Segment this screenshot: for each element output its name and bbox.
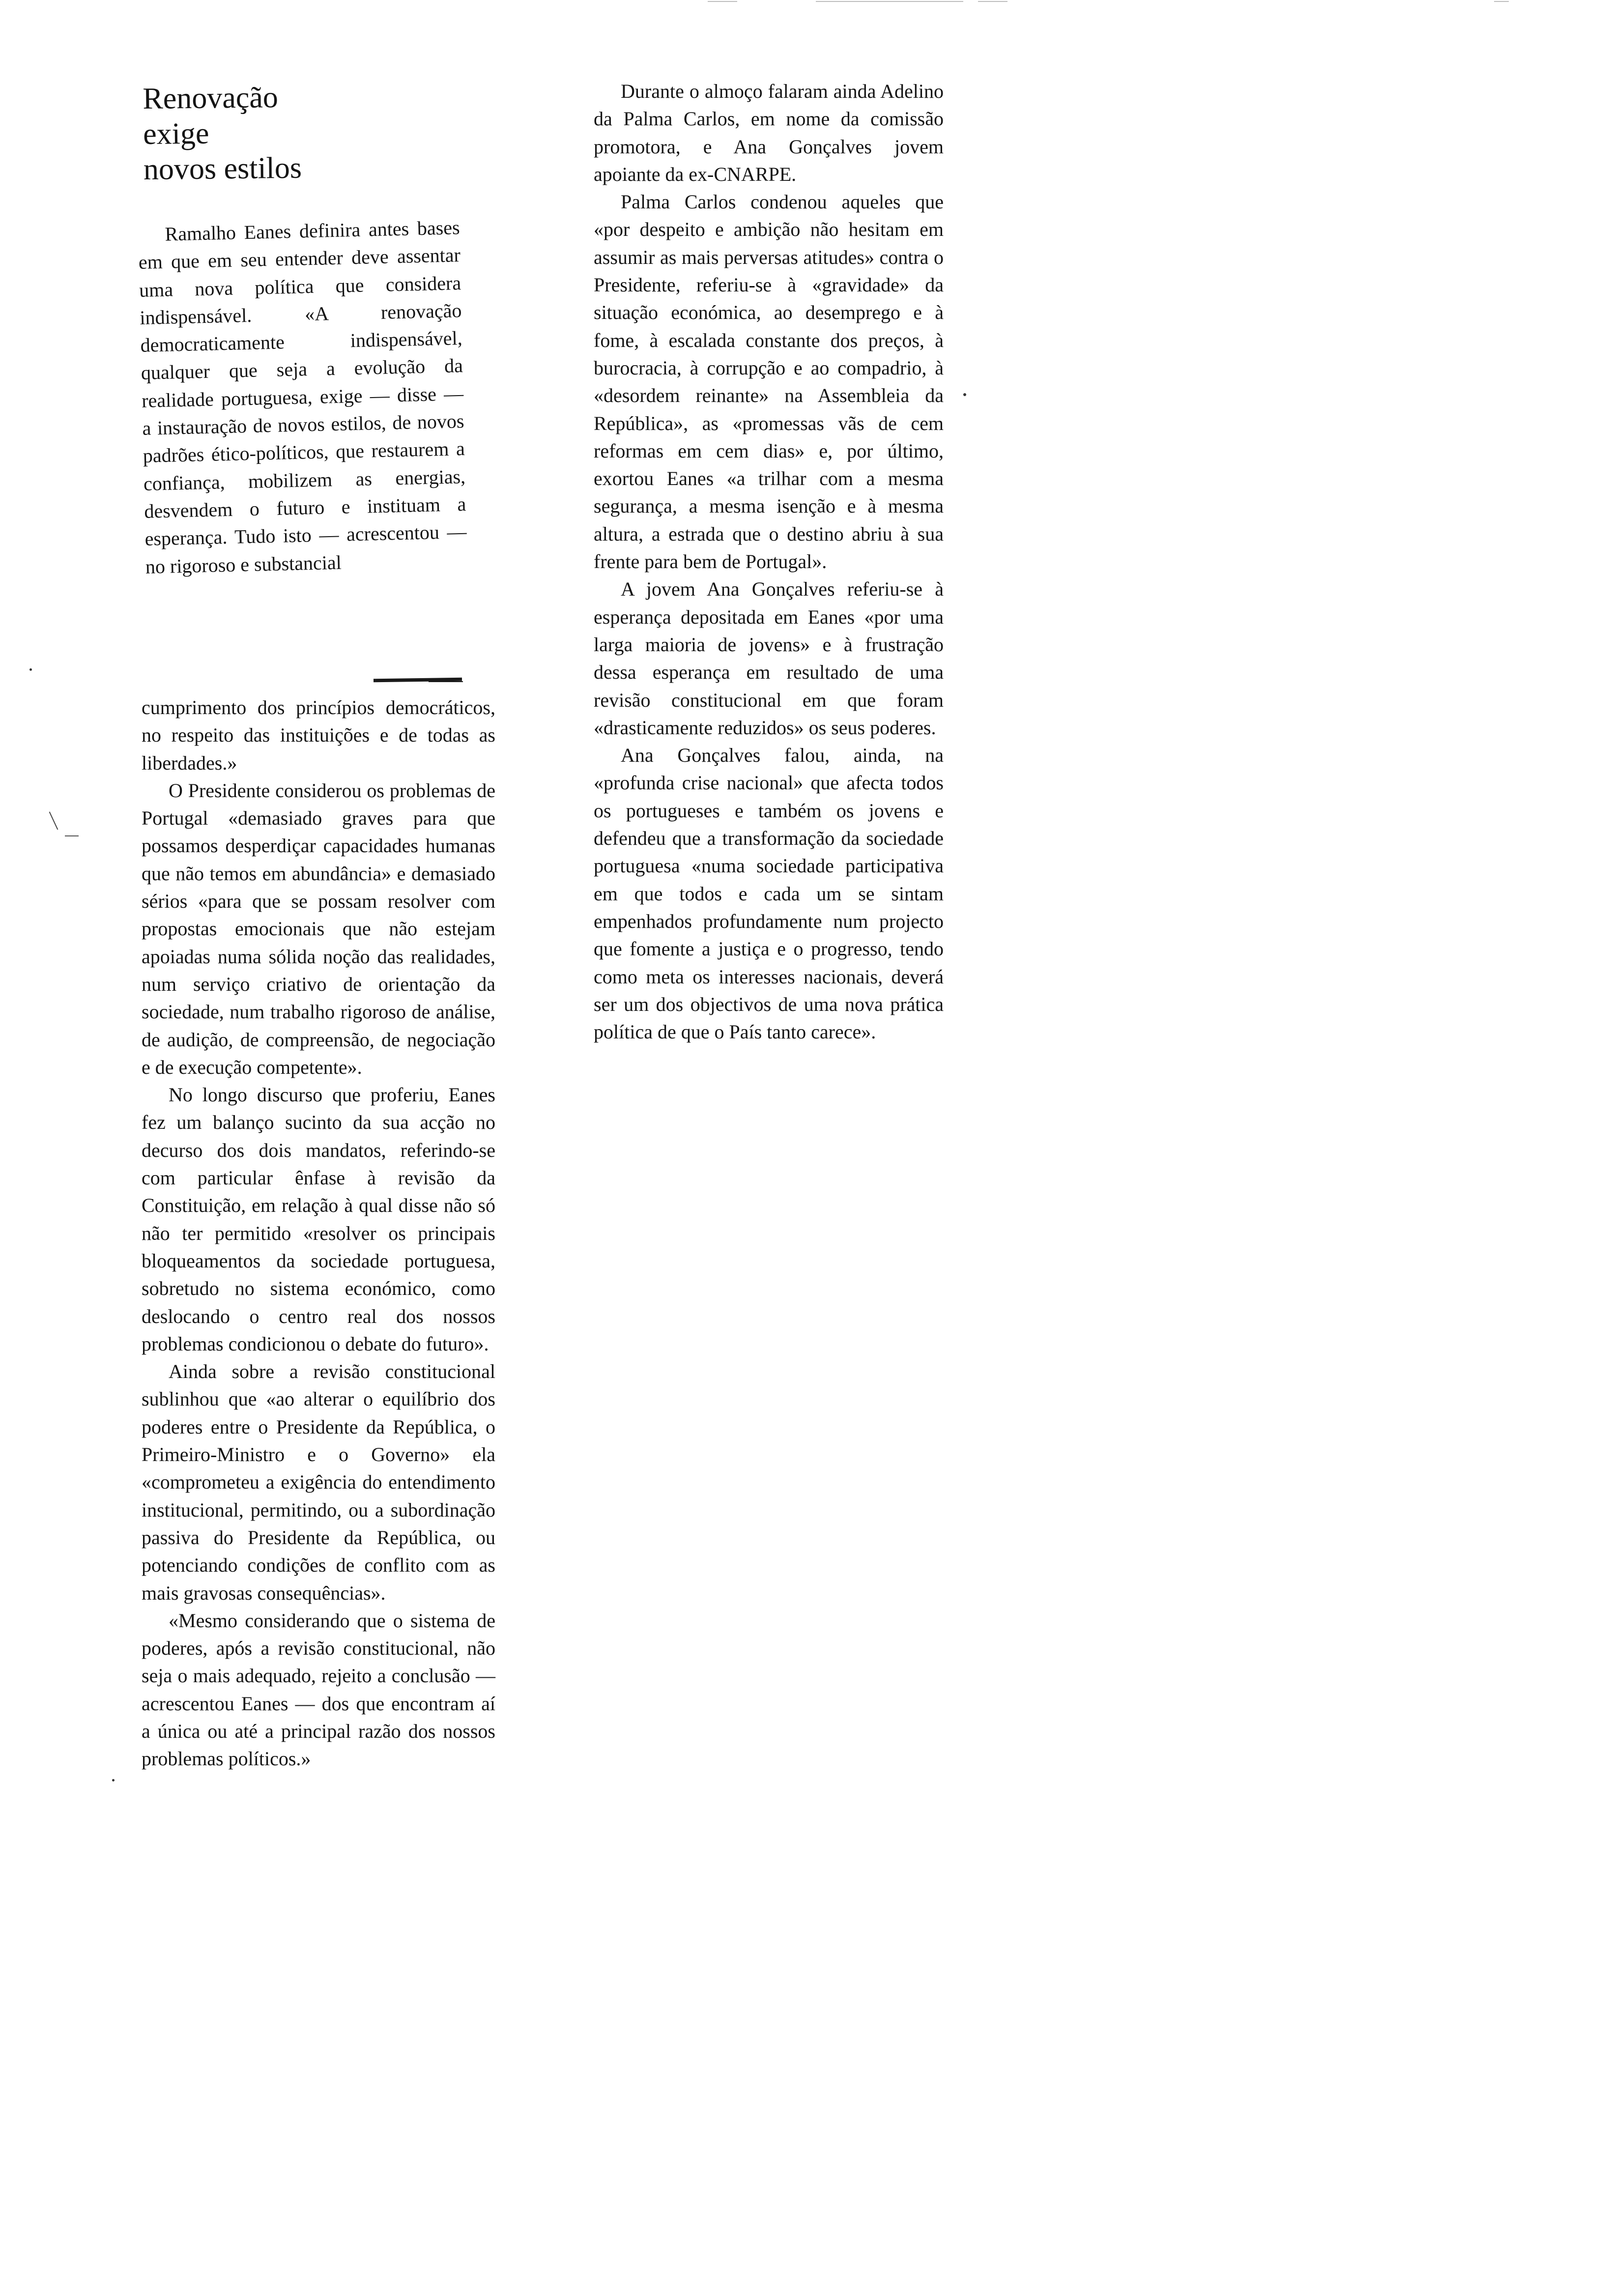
intro-paragraph: Ramalho Eanes definira antes bases em que em seu entender deve assentar uma nova política que considera indispensável. «A renovação democraticamente indispensável, qualquer que seja a evolução da realidade portuguesa, exige — disse — a instauração de novos estilos, de novos padrões ético-políticos, que restaurem a confiança, mobilizem as energias, desvendem o futuro e instituam a esperança. Tudo isto — acrescentou — no rigoroso e substancial bbox=[138, 216, 467, 578]
body-paragraph: No longo discurso que proferiu, Eanes fez um balanço sucinto da sua acção no decurso dos dois mandatos, referindo-se com particular ênfase à revisão da Constituição, em relação à qual disse não só não ter permitido «resolver os principais bloqueamentos da sociedade portuguesa, sobretudo no sistema económico, como deslocando o centro real dos nossos problemas condicionou o debate do futuro». bbox=[142, 1084, 495, 1355]
scan-artifact bbox=[978, 1, 1008, 2]
body-paragraph: Ainda sobre a revisão constitucional sublinhou que «ao alterar o equilíbrio dos poderes entre o Presidente da República, o Primeiro-Ministro e o Governo» ela «comprometeu a exigência do entendimento institucional, permitindo, ou a subordinação passiva do Presidente da República, ou potenciando condições de conflito com as mais gravosas consequências». bbox=[142, 1360, 495, 1604]
scan-artifact bbox=[1494, 1, 1509, 2]
body-paragraph: «Mesmo considerando que o sistema de poderes, após a revisão constitucional, não seja o mais adequado, rejeito a conclusão — acrescentou Eanes — dos que encontram aí a única ou até a principal razão dos nossos problemas políticos.» bbox=[142, 1609, 495, 1770]
headline-line-3: novos estilos bbox=[143, 151, 302, 186]
body-paragraph: O Presidente considerou os problemas de Portugal «demasiado graves para que possamos desperdiçar capacidades humanas que não temos em abundância» e demasiado sérios «para que se possam resolver com propostas emocionais que não estejam apoiadas numa sólida noção das realidades, num serviço criativo de orientação da sociedade, num trabalho rigoroso de análise, de audição, de compreensão, de negociação e de execução competente». bbox=[142, 779, 495, 1078]
column-divider-rule bbox=[429, 681, 463, 682]
scan-speck bbox=[112, 1779, 115, 1781]
article-headline bbox=[143, 79, 389, 187]
scan-artifact bbox=[816, 1, 963, 2]
body-paragraph: Durante o almoço falaram ainda Adelino da Palma Carlos, em nome da comissão promotora, e Ana Gonçalves jovem apoiante da ex-CNARPE. bbox=[594, 80, 944, 185]
right-column bbox=[594, 78, 944, 1046]
scan-speck bbox=[963, 393, 966, 396]
intro-paragraph-block bbox=[138, 214, 467, 581]
headline-line-2: exige bbox=[143, 116, 209, 151]
body-paragraph: Ana Gonçalves falou, ainda, na «profunda crise nacional» que afecta todos os portugueses e também os jovens e defendeu que a transformação da sociedade portuguesa «numa sociedade participativa em que todos e cada um se sintam empenhados profundamente num projecto que fomente a justiça e o progresso, tendo como meta os interesses nacionais, deverá ser um dos objectivos de uma nova prática política de que o País tanto carece». bbox=[594, 744, 944, 1043]
scan-artifact bbox=[65, 835, 79, 836]
body-paragraph: A jovem Ana Gonçalves referiu-se à esperança depositada em Eanes «por uma larga maioria de jovens» e à frustração dessa esperança em resultado de uma revisão constitucional em que foram «drasticamente reduzidos» os seus poderes. bbox=[594, 578, 944, 739]
scan-artifact bbox=[708, 1, 737, 2]
scan-artifact bbox=[49, 811, 58, 830]
body-paragraph: cumprimento dos princípios democráticos, no respeito das instituições e de todas as liberdades.» bbox=[142, 696, 495, 774]
headline-line-1: Renovação bbox=[143, 81, 279, 115]
scan-speck bbox=[29, 668, 32, 671]
left-column bbox=[142, 694, 495, 1773]
body-paragraph: Palma Carlos condenou aqueles que «por despeito e ambição não hesitam em assumir as mais perversas atitudes» contra o Presidente, referiu-se à «gravidade» da situação económica, ao desemprego e à fome, à escalada constante dos preços, à burocracia, à corrupção e ao compadrio, à «desordem reinante» na Assembleia da República», as «promessas vãs de cem reformas em cem dias» e, por último, exortou Eanes «a trilhar com a mesma segurança, a mesma isenção e à mesma altura, a estrada que o destino abriu à sua frente para bem de Portugal». bbox=[594, 191, 944, 573]
